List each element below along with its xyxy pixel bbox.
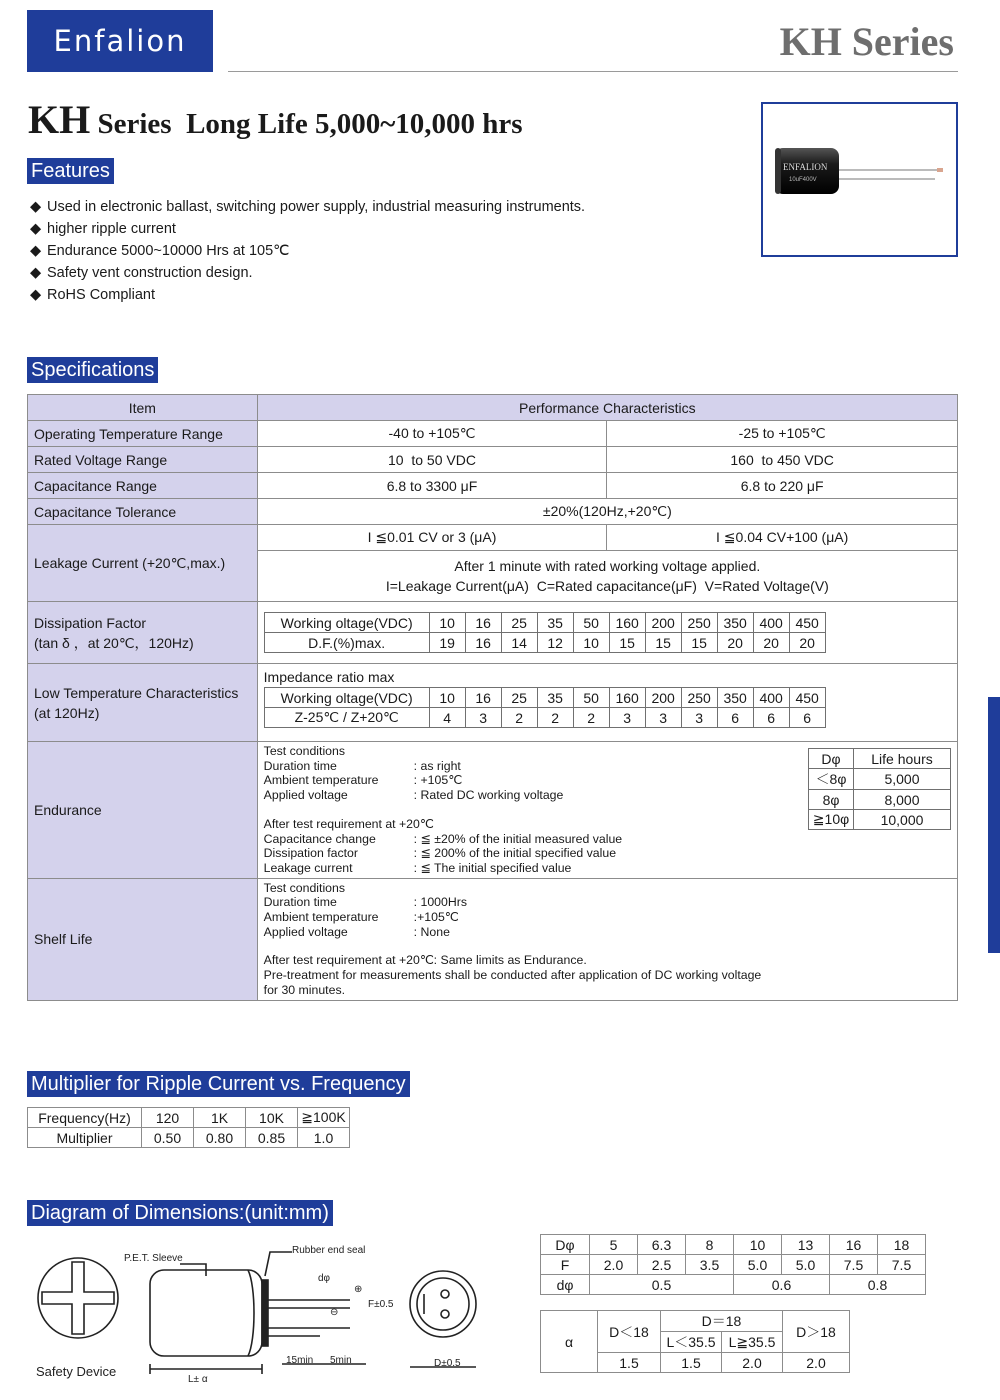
dim-spacing: 7.5 — [878, 1255, 926, 1275]
ripple-table — [27, 1107, 350, 1148]
condition-value: : 1000Hrs — [413, 895, 467, 910]
df-value: 20 — [753, 633, 789, 653]
spec-value: 6.8 to 3300 μF — [257, 473, 607, 499]
alpha-value: 1.5 — [661, 1353, 722, 1373]
requirement-key: Capacitance change — [263, 831, 376, 846]
low-temp-label-line: Low Temperature Characteristics — [34, 684, 239, 701]
df-voltage: 10 — [429, 613, 465, 633]
spec-label: Shelf Life — [28, 878, 258, 1000]
diamond-bullet-icon: ◆ — [30, 199, 42, 215]
life-diameter: ≧10φ — [809, 810, 854, 830]
spec-row-leakage — [28, 525, 958, 551]
condition-value: : Rated DC working voltage — [413, 788, 564, 803]
lt-value: 6 — [789, 708, 825, 728]
lt-value: 3 — [681, 708, 717, 728]
safety-device-outline — [38, 1258, 118, 1338]
feature-text: Used in electronic ballast, switching power supply, industrial measuring instruments. — [47, 199, 586, 215]
lead-dia-label: dφ — [318, 1273, 331, 1284]
col-item-header: Item — [28, 395, 258, 421]
lt-voltage: 10 — [429, 688, 465, 708]
df-value: 20 — [717, 633, 753, 653]
spec-value: 160 to 450 VDC — [607, 447, 958, 473]
df-voltage: 35 — [537, 613, 573, 633]
series-title: KH Series — [779, 19, 954, 64]
condition-value: : as right — [413, 758, 461, 773]
spec-label — [28, 664, 258, 742]
spec-value: I ≦0.04 CV+100 (μA) — [607, 525, 958, 551]
spec-label: Operating Temperature Range — [28, 421, 258, 447]
feature-text: Endurance 5000~10000 Hrs at 105℃ — [47, 243, 290, 259]
features-list — [30, 196, 585, 306]
dim-row-label: F — [541, 1255, 590, 1275]
dim-diameter: 8 — [686, 1235, 734, 1255]
specifications-heading: Specifications — [27, 357, 158, 383]
lt-value: 2 — [501, 708, 537, 728]
spec-label: Capacitance Range — [28, 473, 258, 499]
lt-value: 2 — [537, 708, 573, 728]
rubber-leader-line — [265, 1252, 292, 1276]
condition-key: Duration time — [263, 758, 337, 773]
title-description: Series Long Life 5,000~10,000 hrs — [90, 108, 523, 140]
lead-5min-label: 5min — [330, 1355, 352, 1366]
side-tab-marker — [988, 697, 1000, 953]
df-voltage: 25 — [501, 613, 537, 633]
alpha-label: α — [541, 1311, 598, 1373]
lt-row-label: Working oltage(VDC) — [264, 688, 429, 708]
condition-value: : None — [413, 924, 450, 939]
life-header: Life hours — [854, 749, 951, 769]
leakage-note — [257, 551, 957, 602]
lt-voltage: 200 — [645, 688, 681, 708]
life-diameter: 8φ — [809, 790, 854, 810]
dimensions-table-alpha — [540, 1310, 850, 1373]
alpha-value: 2.0 — [722, 1353, 783, 1373]
shelf-note: Pre-treatment for measurements shall be conducted after application of DC working voltage — [263, 968, 762, 983]
alpha-col-header: D＜18 — [598, 1311, 661, 1353]
dim-diameter: 5 — [590, 1235, 638, 1255]
df-voltage: 350 — [717, 613, 753, 633]
df-value: 19 — [429, 633, 465, 653]
header-divider — [228, 71, 958, 72]
dim-row-label: Dφ — [541, 1235, 590, 1255]
spec-row-shelf-life — [28, 878, 958, 1000]
endurance-cell — [257, 742, 957, 879]
diamond-bullet-icon: ◆ — [30, 287, 42, 303]
spec-row-endurance — [28, 742, 958, 879]
lt-value: 3 — [465, 708, 501, 728]
leakage-note-line: After 1 minute with rated working voltage applied. — [454, 558, 761, 574]
dim-spacing: 7.5 — [830, 1255, 878, 1275]
condition-key: Duration time — [263, 895, 337, 910]
condition-key: Ambient temperature — [263, 910, 379, 925]
ripple-frequency: 1K — [194, 1108, 246, 1128]
dim-lead-dia: 0.6 — [734, 1275, 830, 1295]
df-value: 12 — [537, 633, 573, 653]
specifications-table — [27, 394, 958, 1001]
spacer — [264, 939, 951, 953]
requirement-key: Leakage current — [263, 860, 353, 875]
alpha-col-header: D＝18 — [661, 1311, 783, 1332]
endurance-line — [264, 846, 951, 861]
dim-spacing: 5.0 — [734, 1255, 782, 1275]
spec-row-rated-voltage — [28, 447, 958, 473]
shelf-cell — [257, 878, 957, 1000]
endurance-subheading: Test conditions — [263, 744, 346, 758]
length-label: L± α — [188, 1374, 208, 1385]
life-hours: 5,000 — [854, 769, 951, 790]
lt-voltage: 400 — [753, 688, 789, 708]
requirement-value: : ≦ The initial specified value — [413, 860, 572, 875]
requirement-value: : ≦ ±20% of the initial measured value — [413, 831, 623, 846]
capacitor-brand-text: ENFALION — [783, 162, 828, 172]
df-value: 20 — [789, 633, 825, 653]
ripple-frequency: 120 — [142, 1108, 194, 1128]
dim-spacing: 5.0 — [782, 1255, 830, 1275]
lt-value: 6 — [717, 708, 753, 728]
spec-label: Rated Voltage Range — [28, 447, 258, 473]
diamond-bullet-icon: ◆ — [30, 221, 42, 237]
capacitor-marking-text: 10uF400V — [789, 177, 817, 183]
dim-lead-dia: 0.8 — [830, 1275, 926, 1295]
ripple-multiplier: 0.85 — [246, 1128, 298, 1148]
spec-row-dissipation — [28, 602, 958, 664]
df-voltage: 200 — [645, 613, 681, 633]
lt-value: 3 — [609, 708, 645, 728]
spec-header-row — [28, 395, 958, 421]
enfalion-logo: Enfalion — [27, 10, 213, 72]
feature-item — [30, 284, 585, 306]
feature-text: higher ripple current — [47, 221, 176, 237]
dim-diameter: 16 — [830, 1235, 878, 1255]
col-perf-header: Performance Characteristics — [257, 395, 957, 421]
end-view-outline — [410, 1271, 476, 1337]
spec-value: 6.8 to 220 μF — [607, 473, 958, 499]
df-value: 15 — [609, 633, 645, 653]
lt-value: 6 — [753, 708, 789, 728]
alpha-col-header: D＞18 — [783, 1311, 850, 1353]
diamond-bullet-icon: ◆ — [30, 265, 42, 281]
ripple-heading: Multiplier for Ripple Current vs. Frequency — [27, 1071, 410, 1097]
spec-value: ±20%(120Hz,+20℃) — [257, 499, 957, 525]
lt-value: 4 — [429, 708, 465, 728]
df-value: 14 — [501, 633, 537, 653]
life-header: Dφ — [809, 749, 854, 769]
lt-voltage: 250 — [681, 688, 717, 708]
safety-vent-cross-icon — [42, 1262, 114, 1334]
spec-value: 10 to 50 VDC — [257, 447, 607, 473]
condition-key: Applied voltage — [263, 924, 348, 939]
rubber-seal-label: Rubber end seal — [292, 1245, 366, 1256]
df-value: 16 — [465, 633, 501, 653]
dim-spacing: 2.0 — [590, 1255, 638, 1275]
ripple-frequency: ≧100K — [298, 1108, 350, 1128]
dimensions-heading: Diagram of Dimensions:(unit:mm) — [27, 1200, 333, 1226]
endurance-line — [264, 861, 951, 876]
spec-row-operating-temp — [28, 421, 958, 447]
spec-label: Endurance — [28, 742, 258, 879]
lt-value: 2 — [573, 708, 609, 728]
feature-item — [30, 196, 585, 218]
shelf-line — [264, 910, 951, 925]
df-voltage: 250 — [681, 613, 717, 633]
dimensions-table-lead — [540, 1234, 926, 1295]
spec-value: I ≦0.01 CV or 3 (μA) — [257, 525, 607, 551]
df-label-line: Dissipation Factor — [34, 614, 147, 631]
feature-item — [30, 262, 585, 284]
spec-value: -25 to +105℃ — [607, 421, 958, 447]
df-voltage: 50 — [573, 613, 609, 633]
df-table — [264, 612, 826, 653]
condition-value: :+105℃ — [413, 910, 459, 925]
lead-15min-label: 15min — [286, 1355, 314, 1366]
negative-lead-icon: ⊖ — [330, 1307, 339, 1318]
requirement-key: Dissipation factor — [263, 846, 358, 861]
lt-voltage: 16 — [465, 688, 501, 708]
shelf-note: for 30 minutes. — [263, 982, 346, 997]
requirement-value: : ≦ 200% of the initial specified value — [413, 846, 617, 861]
shelf-text — [264, 881, 951, 998]
feature-text: RoHS Compliant — [47, 287, 155, 303]
dim-diameter: 18 — [878, 1235, 926, 1255]
ripple-multiplier: 1.0 — [298, 1128, 350, 1148]
low-temp-cell — [257, 664, 957, 742]
spec-row-tolerance — [28, 499, 958, 525]
leakage-note-line: I=Leakage Current(μA) C=Rated capacitance(μF) V=Rated Voltage(V) — [385, 578, 829, 594]
life-hours-table — [808, 748, 951, 830]
df-cell — [257, 602, 957, 664]
spec-label — [28, 602, 258, 664]
spec-row-low-temp — [28, 664, 958, 742]
shelf-line — [264, 925, 951, 940]
lt-voltage: 450 — [789, 688, 825, 708]
df-voltage: 160 — [609, 613, 645, 633]
features-heading: Features — [27, 158, 114, 184]
lt-value: 3 — [645, 708, 681, 728]
alpha-value: 2.0 — [783, 1353, 850, 1373]
lt-voltage: 25 — [501, 688, 537, 708]
df-voltage: 16 — [465, 613, 501, 633]
lt-row-label: Z-25℃ / Z+20℃ — [264, 708, 429, 728]
feature-item — [30, 240, 585, 262]
alpha-value: 1.5 — [598, 1353, 661, 1373]
shelf-note: After test requirement at +20℃: Same limits as Endurance. — [263, 953, 587, 968]
dim-diameter: 10 — [734, 1235, 782, 1255]
condition-key: Applied voltage — [263, 788, 348, 803]
alpha-sub-header: L＜35.5 — [661, 1332, 722, 1353]
lt-voltage: 160 — [609, 688, 645, 708]
dimension-diagram — [20, 1236, 520, 1386]
positive-lead-icon: ⊕ — [354, 1284, 363, 1295]
spec-value: -40 to +105℃ — [257, 421, 607, 447]
life-hours: 8,000 — [854, 790, 951, 810]
df-label-line: (tan δ ，at 20℃，120Hz) — [34, 634, 194, 651]
ripple-row-label: Multiplier — [28, 1128, 142, 1148]
dim-diameter: 13 — [782, 1235, 830, 1255]
lead-spacing-label: F±0.5 — [368, 1299, 394, 1310]
rubber-end-seal — [262, 1280, 268, 1346]
endurance-line — [264, 832, 951, 847]
df-value: 10 — [573, 633, 609, 653]
diamond-bullet-icon: ◆ — [30, 243, 42, 259]
feature-text: Safety vent construction design. — [47, 265, 253, 281]
lt-voltage: 350 — [717, 688, 753, 708]
spec-label: Capacitance Tolerance — [28, 499, 258, 525]
df-voltage: 450 — [789, 613, 825, 633]
dim-spacing: 3.5 — [686, 1255, 734, 1275]
ripple-frequency: 10K — [246, 1108, 298, 1128]
impedance-caption: Impedance ratio max — [263, 669, 395, 685]
title-series-code: KH — [28, 97, 91, 142]
dim-row-label: dφ — [541, 1275, 590, 1295]
df-value: 15 — [681, 633, 717, 653]
dim-diameter: 6.3 — [638, 1235, 686, 1255]
life-diameter: ＜8φ — [809, 769, 854, 790]
ripple-multiplier: 0.80 — [194, 1128, 246, 1148]
spec-label: Leakage Current (+20℃,max.) — [28, 525, 258, 602]
capacitor-image — [763, 104, 956, 255]
condition-value: : +105℃ — [413, 773, 463, 788]
alpha-sub-header: L≧35.5 — [722, 1332, 783, 1353]
dim-spacing: 2.5 — [638, 1255, 686, 1275]
dim-lead-dia: 0.5 — [590, 1275, 734, 1295]
life-hours: 10,000 — [854, 810, 951, 830]
ripple-multiplier: 0.50 — [142, 1128, 194, 1148]
ripple-row-label: Frequency(Hz) — [28, 1108, 142, 1128]
page-title — [28, 96, 523, 143]
shelf-line — [264, 895, 951, 910]
spec-row-capacitance-range — [28, 473, 958, 499]
df-value: 15 — [645, 633, 681, 653]
safety-device-label: Safety Device — [36, 1364, 117, 1379]
low-temp-label-line: (at 120Hz) — [34, 704, 100, 721]
df-row-label: D.F.(%)max. — [264, 633, 429, 653]
df-voltage: 400 — [753, 613, 789, 633]
condition-key: Ambient temperature — [263, 773, 379, 788]
lt-voltage: 50 — [573, 688, 609, 708]
df-row-label: Working oltage(VDC) — [264, 613, 429, 633]
diameter-label: D±0.5 — [434, 1358, 461, 1369]
impedance-table — [264, 687, 826, 728]
capacitor-body — [150, 1270, 262, 1356]
feature-item — [30, 218, 585, 240]
pet-sleeve-label: P.E.T. Sleeve — [124, 1253, 183, 1264]
shelf-subheading: Test conditions — [263, 880, 346, 895]
lt-voltage: 35 — [537, 688, 573, 708]
endurance-subheading: After test requirement at +20℃ — [263, 816, 434, 831]
product-photo — [761, 102, 958, 257]
